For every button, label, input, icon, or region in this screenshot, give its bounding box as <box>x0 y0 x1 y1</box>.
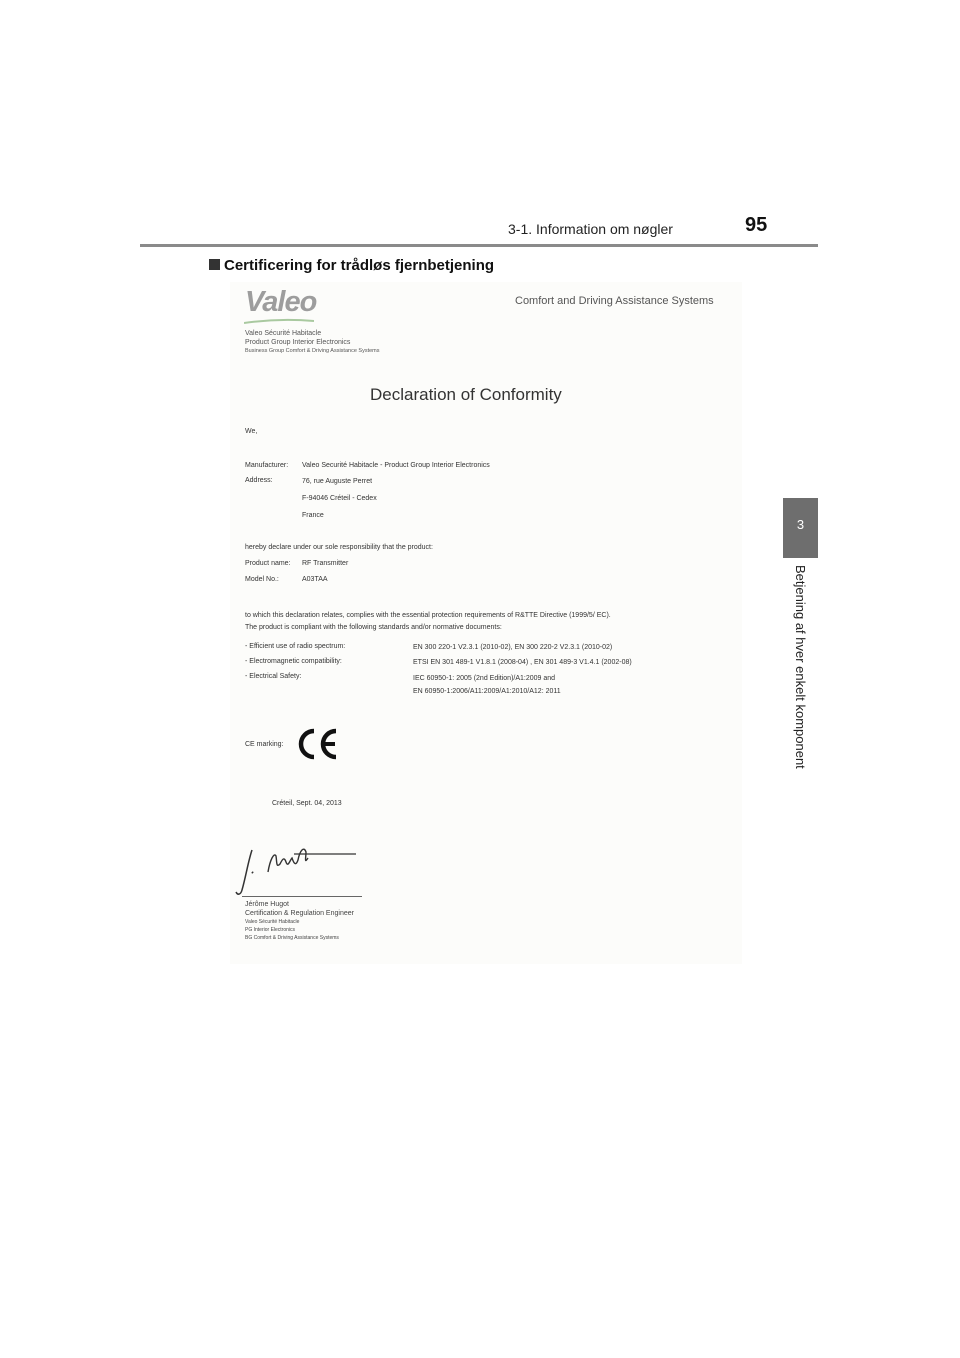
signer-org-line: Valeo Sécurité Habitacle <box>245 919 300 925</box>
header-divider <box>140 244 818 247</box>
logo-swoosh-icon <box>244 318 314 324</box>
manufacturer-label: Manufacturer: <box>245 462 289 469</box>
square-bullet-icon <box>209 259 220 270</box>
address-line: 76, rue Auguste Perret <box>302 478 373 485</box>
standard-value: ETSI EN 301 489-1 V1.8.1 (2008-04) , EN 301 489-3 V1.4.1 (2002-08) <box>413 659 632 666</box>
chapter-side-label: Betjening af hver enkelt komponent <box>793 565 808 769</box>
manufacturer-value: Valeo Securité Habitacle - Product Group Interior Electronics <box>302 462 490 469</box>
standard-value: IEC 60950-1: 2005 (2nd Edition)/A1:2009 and <box>413 675 556 682</box>
address-label: Address: <box>245 477 273 484</box>
model-label: Model No.: <box>245 576 279 583</box>
declare-text: hereby declare under our sole responsibility that the product: <box>245 544 433 551</box>
signer-org-line: BG Comfort & Driving Assistance Systems <box>245 935 339 941</box>
section-heading <box>209 257 494 274</box>
signer-block <box>245 900 354 942</box>
standard-label: - Electromagnetic compatibility: <box>245 658 342 665</box>
org-line: Product Group Interior Electronics <box>245 339 351 346</box>
standard-label: - Electrical Safety: <box>245 673 302 680</box>
product-name-label: Product name: <box>245 560 291 567</box>
relates-text: to which this declaration relates, complies with the essential protection requirements of R&TTE Directive (1999/5/ EC). <box>245 612 611 619</box>
we-text: We, <box>245 428 258 435</box>
standard-label: - Efficient use of radio spectrum: <box>245 643 346 650</box>
address-line: France <box>302 512 324 519</box>
signer-name: Jérôme Hugot <box>245 901 289 908</box>
header-section-title: 3-1. Information om nøgler <box>508 221 673 237</box>
section-heading-text: Certificering for trådløs fjernbetjening <box>224 257 495 274</box>
organization-lines <box>245 329 380 356</box>
place-date: Créteil, Sept. 04, 2013 <box>272 800 342 807</box>
declaration-document <box>230 282 742 964</box>
compliant-text: The product is compliant with the following standards and/or normative documents: <box>245 624 502 631</box>
signer-title: Certification & Regulation Engineer <box>245 910 354 917</box>
org-line: Valeo Sécurité Habitacle <box>245 330 322 337</box>
company-tagline: Comfort and Driving Assistance Systems <box>515 295 714 307</box>
chapter-tab: 3 <box>783 498 818 558</box>
declaration-title: Declaration of Conformity <box>370 385 562 404</box>
signature-line <box>242 896 362 897</box>
address-line: F-94046 Créteil - Cedex <box>302 495 377 502</box>
ce-marking-label: CE marking: <box>245 741 284 748</box>
standard-value: EN 60950-1:2006/A11:2009/A1:2010/A12: 2011 <box>413 688 561 695</box>
model-value: A03TAA <box>302 576 328 583</box>
signature-image <box>230 842 370 902</box>
product-name-value: RF Transmitter <box>302 560 349 567</box>
ce-mark-icon <box>296 727 340 761</box>
standard-value: EN 300 220-1 V2.3.1 (2010-02), EN 300 220-2 V2.3.1 (2010-02) <box>413 644 613 651</box>
org-line: Business Group Comfort & Driving Assistance Systems <box>245 348 380 354</box>
signer-org-line: PG Interior Electronics <box>245 927 296 933</box>
page-number: 95 <box>745 214 768 236</box>
valeo-logo: Valeo <box>245 286 317 318</box>
